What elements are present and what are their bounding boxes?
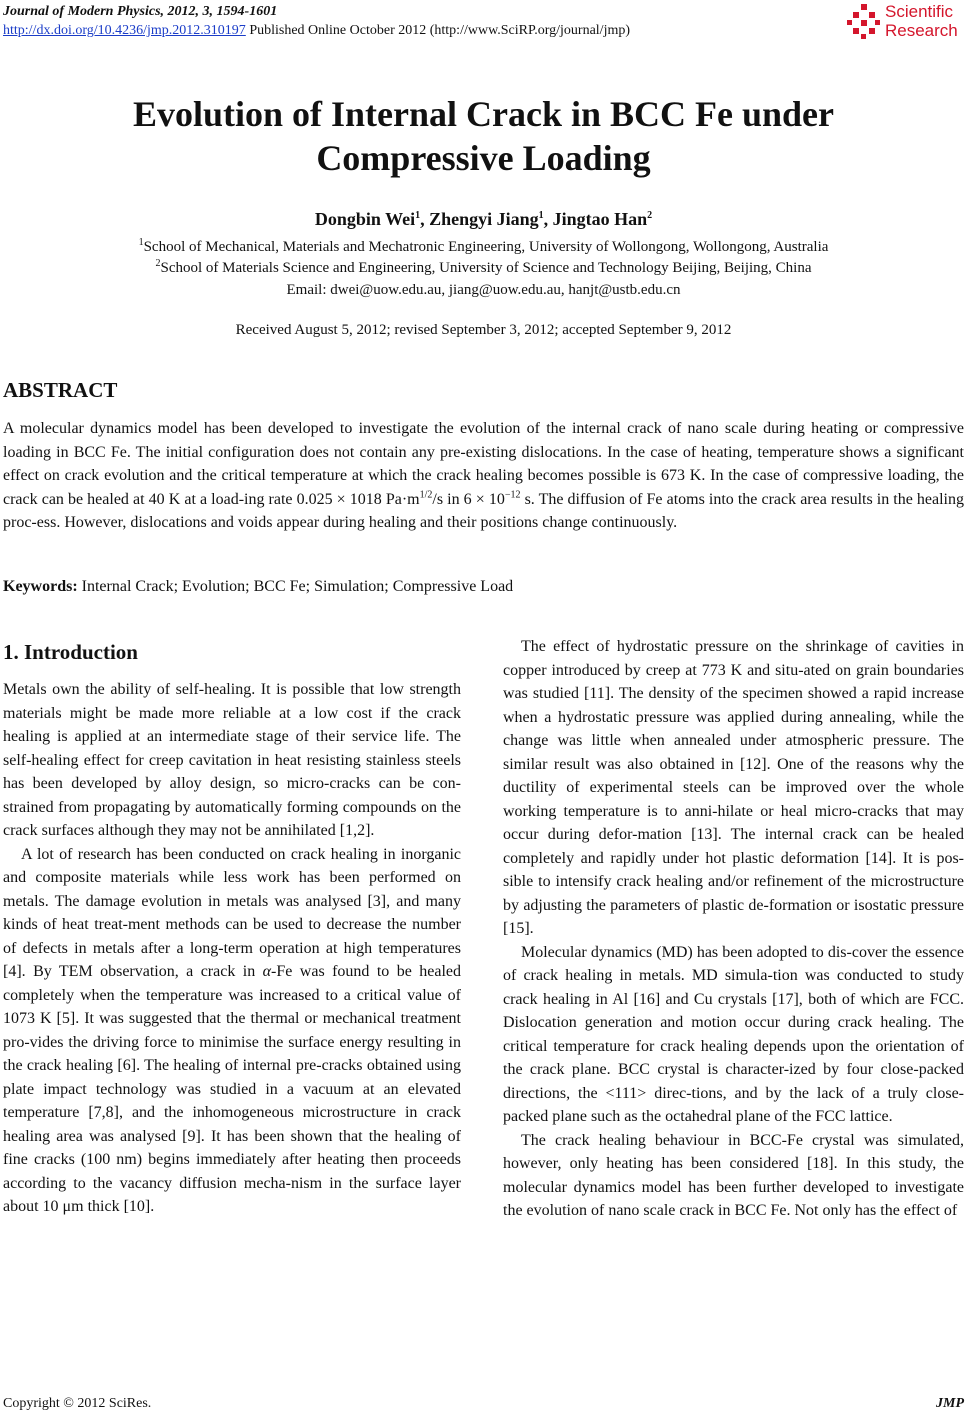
journal-name: Journal of Modern Physics [3,4,161,19]
paper-title [0,92,967,180]
copyright: Copyright © 2012 SciRes. [3,1396,152,1411]
journal-abbr: JMP [936,1396,964,1411]
title-line2: Compressive Loading [316,138,651,178]
author-name: Zhengyi Jiang [429,209,539,229]
doi-link[interactable]: http://dx.doi.org/10.4236/jmp.2012.310197 [3,23,246,38]
logo-mark-icon [845,2,883,40]
author-name: Jingtao Han [552,209,648,229]
paragraph: The crack healing behaviour in BCC-Fe crystal was simulated, however, only heating has been considered [18]. In this study, the molecular dynamics model has been further developed to investigate the evolution of nano scale crack in BCC Fe. Not only has the effect of [503,1131,964,1219]
left-column [3,678,461,1219]
author-aff: 1 [415,210,421,221]
scientific-research-logo [845,2,965,42]
alpha-symbol: α [262,963,272,980]
affiliation-2 [0,260,967,277]
journal-volume: , 2012, 3, 1594-1601 [160,4,278,19]
affiliation-num: 1 [138,237,144,248]
keywords-label: Keywords: [3,578,78,595]
author-aff: 1 [538,210,544,221]
section-heading-introduction: 1. Introduction [3,640,138,664]
published-online: Published Online October 2012 (http://www.SciRP.org/journal/jmp) [245,23,631,38]
journal-header [3,2,630,40]
paragraph [3,843,461,1219]
paragraph: Molecular dynamics (MD) has been adopted to dis-cover the essence of crack healing in metals. MD simula-tion was conducted to study crack healing in Al [16] and Cu crystals [17], both of which are FCC. Dislocation generation and motion occur during crack healing. The critical temperature for crack healing depends upon the orientation of the crack plane. BCC crystal is character-ized by four close-packed directions, the <111> direc-tions, and by the lack of a truly close-packed plane such as the octahedral plane of the FCC lattice. [503,943,964,1125]
author-aff: 2 [647,210,653,221]
affiliation-text: School of Materials Science and Engineering, University of Science and Technology Beijing, Beijing, China [160,260,812,276]
abstract-part: s. The diffusion of Fe atoms into the crack area results in the healing proc-ess. However, dislocations and voids appear during healing and their positions change continuously. [3,490,964,531]
abstract-sup: −12 [504,489,521,501]
keywords-list: Internal Crack; Evolution; BCC Fe; Simulation; Compressive Load [77,578,514,595]
paragraph-part: -Fe was found to be healed completely when the temperature was increased to a critical value of 1073 K [5]. It was suggested that the thermal or mechanical treatment pro-vides the driving force to minimise the surface energy resulting in the crack healing [6]. The healing of internal pre-cracks obtained using plate impact technology was studied in a vacuum at an elevated temperature [7,8], and the inhomogeneous microstructure in crack healing area was analysed [9]. It has been shown that the healing of fine cracks (100 nm) begins immediately after heating then proceeds according to the vacancy diffusion mecha-nism in the surface layer about 10 μm thick [10]. [3,963,461,1215]
logo-line1: Scientific [885,2,954,21]
abstract-part: A molecular dynamics model has been developed to investigate the evolution of the internal crack of nano scale during heating or compressive loading in BCC Fe. The initial configuration does not contain any pre-existing dislocations. In the case of heating, temperature shows a significant effect on crack evolution and the critical temperature at which the crack healing becomes possible is 673 K. In the case of compressive loading, the crack can be healed at 40 K at a load-ing rate 0.025 × 1018 Pa·m [3,420,964,508]
abstract-heading: ABSTRACT [3,378,118,402]
author-list [0,209,967,230]
author-email: Email: dwei@uow.edu.au, jiang@uow.edu.au, hanjt@ustb.edu.cn [286,282,681,298]
keywords [3,578,513,596]
logo-line2: Research [885,21,958,40]
author-sep: , [543,209,553,229]
abstract-part: /s in 6 × 10 [432,490,505,508]
author-sep: , [420,209,430,229]
abstract-sup: 1/2 [419,489,433,501]
right-column [503,635,964,1223]
title-line1: Evolution of Internal Crack in BCC Fe under [132,94,835,134]
author-name: Dongbin Wei [314,209,416,229]
received-dates: Received August 5, 2012; revised September 3, 2012; accepted September 9, 2012 [235,322,732,338]
affiliation-num: 2 [155,258,161,269]
paragraph: The effect of hydrostatic pressure on the shrinkage of cavities in copper introduced by creep at 773 K and situ-ated on grain boundaries was studied [11]. The density of the specimen showed a rapid increase when a hydrostatic pressure was applied during annealing, while the change was little when annealed under atmospheric pressure. The similar result was also obtained in [12]. One of the reasons why the ductility of experimental steels can be improved over the whole working temperature is to anni-hilate or heal micro-cracks that may occur during defor-mation [13]. The internal crack can be healed completely and rapidly under hot plastic deformation [14]. It is pos-sible to intensify crack healing and/or refinement of the microstructure by adjusting the parameters of plastic de-formation or isostatic pressure [15]. [503,638,964,937]
affiliation-text: School of Mechanical, Materials and Mechatronic Engineering, University of Wollongong, Wollongong, Australia [143,239,829,255]
affiliation-1 [0,239,967,256]
paragraph: Metals own the ability of self-healing. It is possible that low strength materials might be made more reliable at a low cost if the crack healing is applied at an intermediate stage of their service life. The self-healing effect for creep cavitation in heat resisting stainless steels has been developed by alloy design, so micro-cracks can be con-strained from propagating by automatically forming compounds on the crack surfaces although they may not be annihilated [1,2]. [3,681,461,839]
paragraph-part: A lot of research has been conducted on crack healing in inorganic and composite materials while less work has been performed on metals. The damage evolution in metals was analysed [3], and many kinds of heat treat-ment methods can be used to decrease the number of defects in metals after a long-term operation at high temperatures [4]. By TEM observation, a crack in [3,845,461,980]
abstract-text [3,417,964,535]
